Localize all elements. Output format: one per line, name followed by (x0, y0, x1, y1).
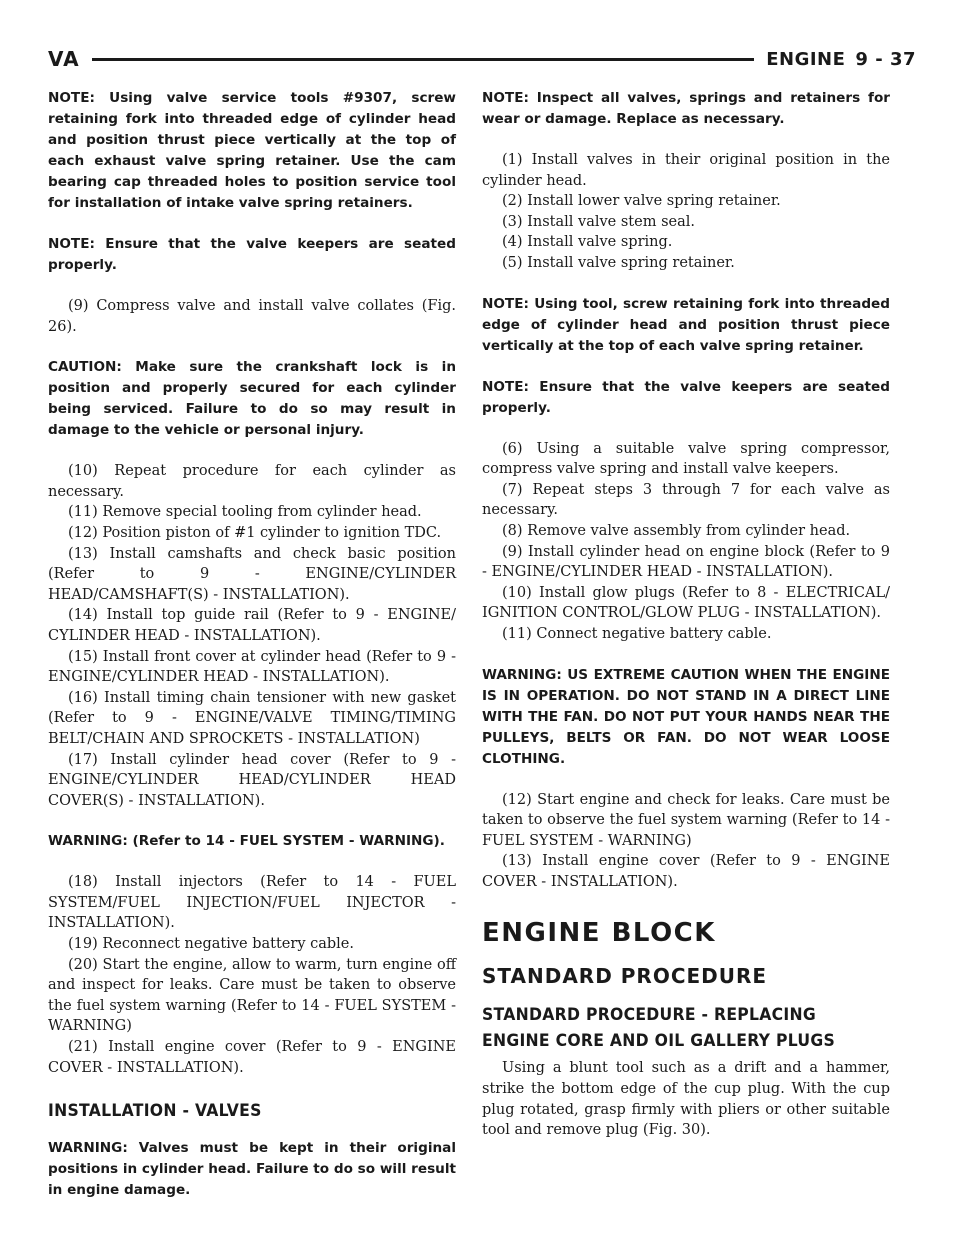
step-item: (5) Install valve spring retainer. (502, 254, 735, 271)
warning-fuel-system: WARNING: (Refer to 14 - FUEL SYSTEM - WARNING). (48, 833, 445, 850)
note-inspect-valves: NOTE: Inspect all valves, springs and retainers for wear or damage. Replace as necessary. (482, 90, 890, 127)
step-item: (16) Install timing chain tensioner with new gasket (Refer to 9 - ENGINE/VALVE TIMING/TIMING BELT/CHAIN AND SPROCKETS - INSTALLATION) (48, 689, 456, 747)
step-item: (3) Install valve stem seal. (502, 213, 695, 230)
step-item: (11) Remove special tooling from cylinder head. (68, 504, 422, 521)
step-item: (6) Using a suitable valve spring compressor, compress valve spring and install valve keepers. (482, 440, 890, 478)
heading-standard-procedure: STANDARD PROCEDURE (482, 964, 768, 989)
heading-engine-block: ENGINE BLOCK (482, 918, 716, 949)
chapter-title: ENGINE (766, 48, 846, 70)
step-item: (10) Install glow plugs (Refer to 8 - ELECTRICAL/ IGNITION CONTROL/GLOW PLUG - INSTALLATION). (482, 584, 890, 622)
step-item: (15) Install front cover at cylinder head (Refer to 9 - ENGINE/CYLINDER HEAD - INSTALLATION). (48, 648, 456, 686)
section-code: VA (48, 47, 80, 71)
step-item: (12) Position piston of #1 cylinder to ignition TDC. (68, 524, 442, 541)
warning-valve-positions: WARNING: Valves must be kept in their original positions in cylinder head. Failure to do so will result in engine damage. (48, 1140, 456, 1199)
step-item: (20) Start the engine, allow to warm, turn engine off and inspect for leaks. Care must be taken to observe the fuel system warning (Refer to 14 - FUEL SYSTEM - WARNING) (48, 956, 456, 1035)
step-group (48, 296, 456, 337)
note-keepers: NOTE: Ensure that the valve keepers are seated properly. (482, 378, 890, 416)
note-valve-tools: NOTE: Using valve service tools #9307, screw retaining fork into threaded edge of cylinder head and position thrust piece vertically at the top of each exhaust valve spring retainer. Use the cam bearing cap threaded holes to position service tool for installation of intake valve spring retainers. (48, 90, 456, 211)
step-group (48, 872, 456, 1078)
left-column (48, 88, 456, 1221)
plugs-procedure-text: Using a blunt tool such as a drift and a hammer, strike the bottom edge of the cup plug. With the cup plug rotated, grasp firmly with pliers or other suitable tool and remove plug (Fig. 30). (482, 1060, 890, 1139)
step-item: (14) Install top guide rail (Refer to 9 - ENGINE/ CYLINDER HEAD - INSTALLATION). (48, 607, 456, 644)
step-item: (1) Install valves in their original position in the cylinder head. (482, 152, 890, 189)
step-item: (8) Remove valve assembly from cylinder head. (502, 522, 851, 539)
caution-crankshaft-lock: CAUTION: Make sure the crankshaft lock is in position and properly secured for each cylinder being serviced. Failure to do so may result in damage to the vehicle or personal injury. (48, 359, 456, 439)
heading-installation-valves: INSTALLATION - VALVES (48, 1101, 262, 1122)
step-item: (4) Install valve spring. (502, 234, 673, 251)
step-group (482, 439, 890, 645)
page-header (48, 46, 916, 72)
step-item: (21) Install engine cover (Refer to 9 - ENGINE COVER - INSTALLATION). (48, 1039, 456, 1076)
note-retaining-fork: NOTE: Using tool, screw retaining fork into threaded edge of cylinder head and position thrust piece vertically at the top of each valve spring retainer. (482, 295, 890, 354)
step-item: (9) Compress valve and install valve collates (Fig. 26). (48, 298, 456, 335)
step-item: (11) Connect negative battery cable. (502, 625, 772, 642)
heading-replacing-plugs: STANDARD PROCEDURE - REPLACING ENGINE CORE AND OIL GALLERY PLUGS (482, 1005, 836, 1052)
page-number: 9 - 37 (855, 48, 916, 70)
step-item: (12) Start engine and check for leaks. Care must be taken to observe the fuel system warning (Refer to 14 - FUEL SYSTEM - WARNING) (482, 791, 890, 849)
header-rule (92, 58, 755, 61)
step-group (482, 150, 890, 274)
warning-engine-operation: WARNING: US EXTREME CAUTION WHEN THE ENGINE IS IN OPERATION. DO NOT STAND IN A DIRECT LINE WITH THE FAN. DO NOT PUT YOUR HANDS NEAR THE PULLEYS, BELTS OR FAN. DO NOT WEAR LOOSE CLOTHING. (482, 666, 890, 767)
step-item: (13) Install camshafts and check basic position (Refer to 9 - ENGINE/CYLINDER HEAD/CAMSHAFT(S) - INSTALLATION). (48, 545, 456, 603)
step-item: (19) Reconnect negative battery cable. (68, 936, 354, 953)
right-column (482, 88, 890, 1141)
note-keepers: NOTE: Ensure that the valve keepers are seated properly. (48, 236, 456, 273)
step-group (482, 790, 890, 893)
step-item: (18) Install injectors (Refer to 14 - FUEL SYSTEM/FUEL INJECTION/FUEL INJECTOR - INSTALLATION). (48, 874, 456, 932)
header-title (766, 49, 916, 70)
step-item: (9) Install cylinder head on engine block (Refer to 9 - ENGINE/CYLINDER HEAD - INSTALLATION). (482, 543, 890, 581)
step-group (48, 461, 456, 811)
step-item: (13) Install engine cover (Refer to 9 - ENGINE COVER - INSTALLATION). (482, 853, 890, 890)
step-item: (17) Install cylinder head cover (Refer to 9 - ENGINE/CYLINDER HEAD/CYLINDER HEAD COVER(S) - INSTALLATION). (48, 751, 456, 809)
step-item: (2) Install lower valve spring retainer. (502, 193, 781, 210)
step-item: (10) Repeat procedure for each cylinder as necessary. (48, 463, 456, 500)
step-item: (7) Repeat steps 3 through 7 for each valve as necessary. (482, 481, 890, 519)
